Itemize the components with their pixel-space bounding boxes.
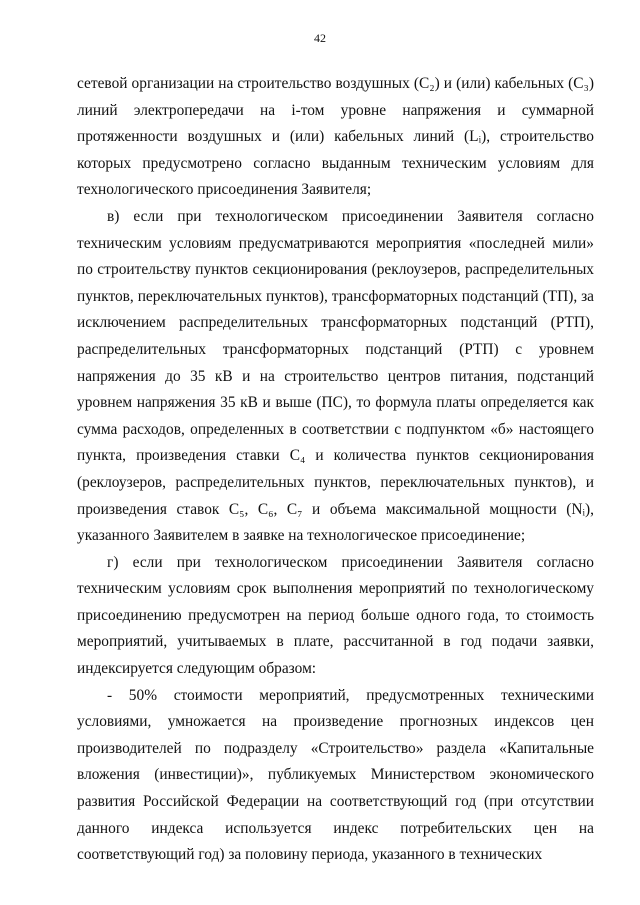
- paragraph-item-g: г) если при технологическом присоединении Заявителя согласно техническим условиям срок выполнения мероприятий по технологическому присоединению предусмотрен на период больше одного года, то стоимость мероприятий, учитываемых в плате, рассчитанной в год подачи заявки, индексируется следующим образом:: [77, 553, 594, 678]
- document-body: [77, 71, 594, 869]
- paragraph-continuation: сетевой организации на строительство воздушных (C₂) и (или) кабельных (C₃) линий электропередачи на i-том уровне напряжения и суммарной протяженности воздушных и (или) кабельных линий (Lᵢ), строительство которых предусмотрено согласно выданным техническим условиям для технологического присоединения Заявителя;: [77, 75, 594, 199]
- page-number: 42: [314, 31, 326, 45]
- paragraph-item-v: в) если при технологическом присоединении Заявителя согласно техническим условиям предусматриваются мероприятия «последней мили» по строительству пунктов секционирования (реклоузеров, распределительных пунктов, переключательных пунктов), трансформаторных подстанций (ТП), за исключением распределительных трансформаторных подстанций (РТП), распределительных трансформаторных подстанций (РТП) с уровнем напряжения до 35 кВ и на строительство центров питания, подстанций уровнем напряжения 35 кВ и выше (ПС), то формула платы определяется как сумма расходов, определенных в соответствии с подпунктом «б» настоящего пункта, произведения ставки C₄ и количества пунктов секционирования (реклоузеров, распределительных пунктов, переключательных пунктов), и произведения ставок C₅, C₆, C₇ и объема максимальной мощности (Nᵢ), указанного Заявителем в заявке на технологическое присоединение;: [77, 207, 594, 545]
- paragraph-dash-item: - 50% стоимости мероприятий, предусмотренных техническими условиями, умножается на произведение прогнозных индексов цен производителей по подразделу «Строительство» раздела «Капитальные вложения (инвестиции)», публикуемых Министерством экономического развития Российской Федерации на соответствующий год (при отсутствии данного индекса используется индекс потребительских цен на соответствующий год) за половину периода, указанного в технических: [77, 686, 594, 864]
